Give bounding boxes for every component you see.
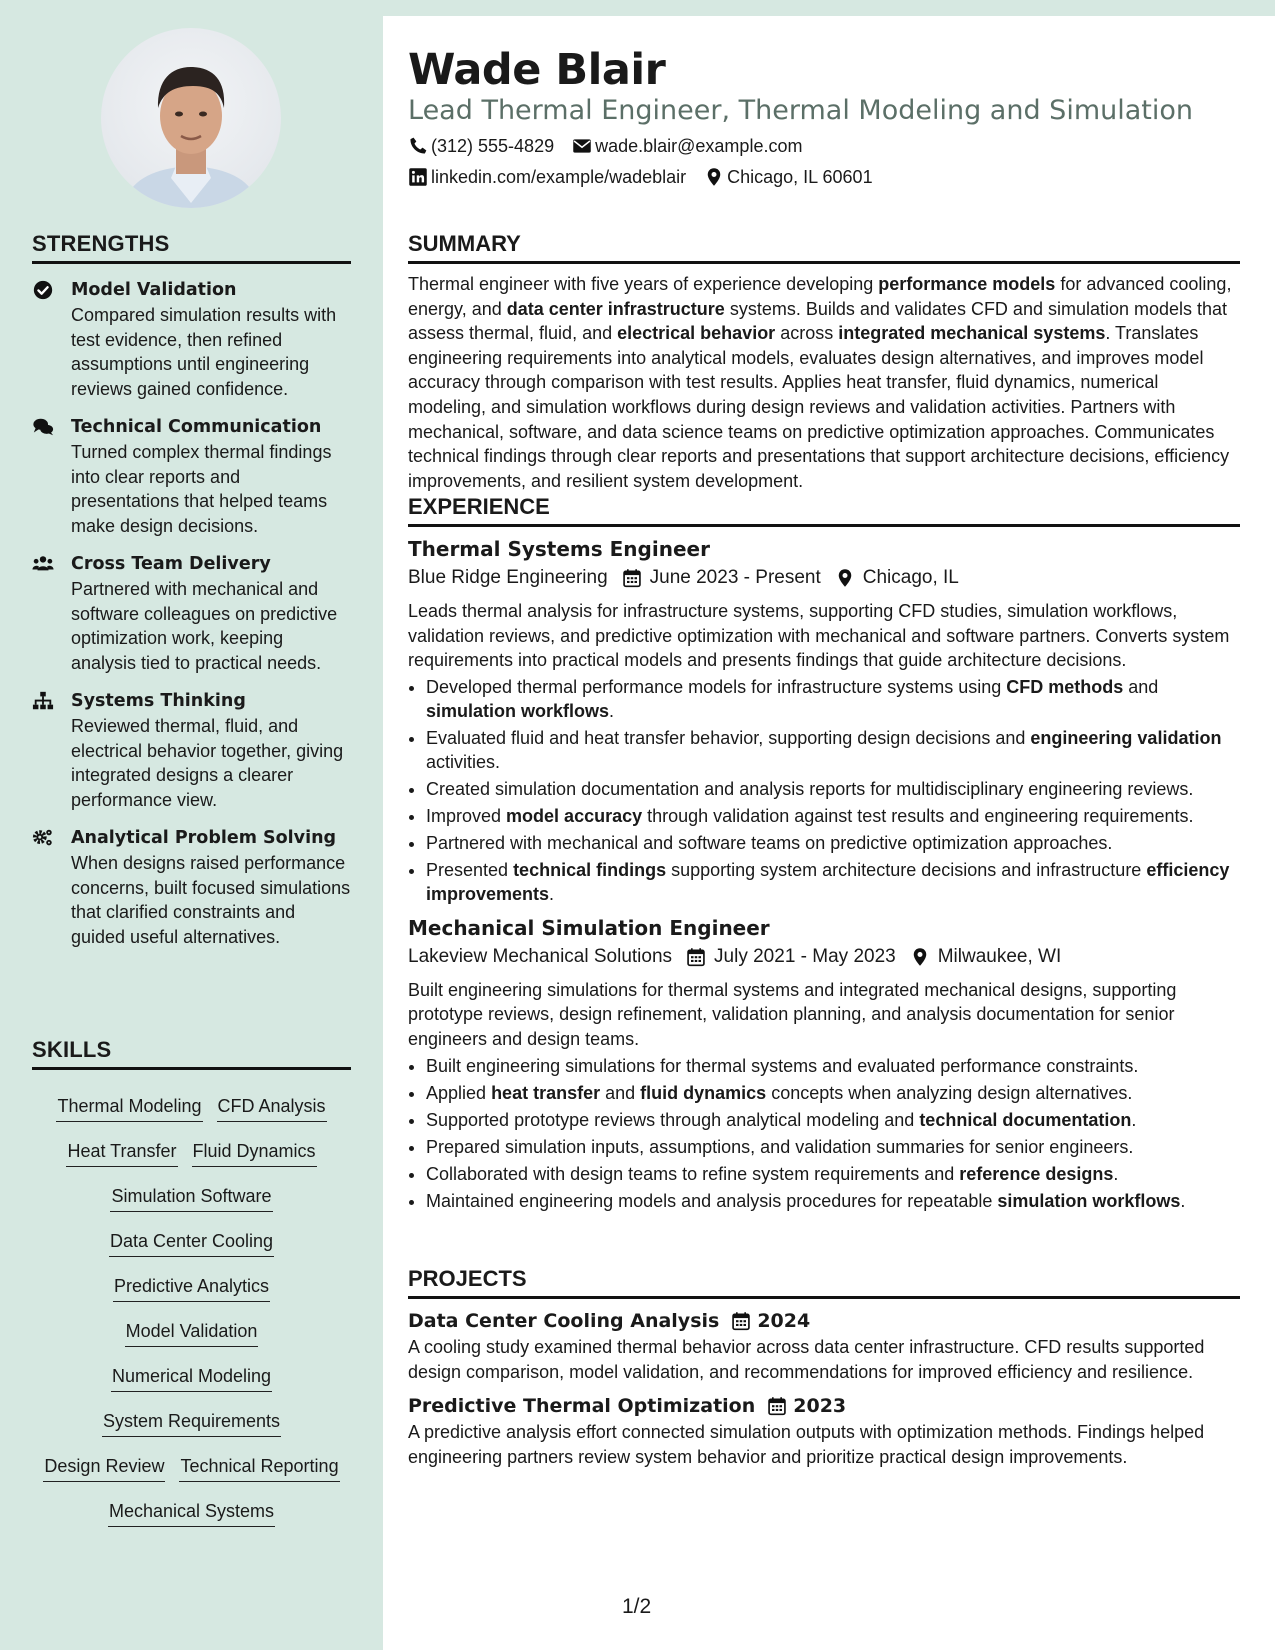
text-run: for advanced cooling, energy, and [408, 274, 1232, 319]
strength-description: Reviewed thermal, fluid, and electrical behavior together, giving integrated designs a clearer performance view. [71, 716, 344, 810]
job-entry [408, 535, 1240, 906]
project-header [408, 1392, 1240, 1420]
candidate-name: Wade Blair [408, 45, 666, 95]
skill-tag: Numerical Modeling [111, 1364, 272, 1392]
text-run: Partnered with mechanical and software teams on predictive optimization approaches. [426, 832, 1113, 853]
text-run: . [1113, 1163, 1119, 1184]
text-run: Prepared simulation inputs, assumptions, and validation summaries for senior engineers. [426, 1136, 1134, 1157]
skill-tag: CFD Analysis [217, 1094, 327, 1122]
text-run: and [600, 1082, 641, 1103]
strength-item [32, 278, 351, 401]
location-pin-icon [910, 947, 930, 967]
strength-item [32, 826, 351, 949]
candidate-title: Lead Thermal Engineer, Thermal Modeling and Simulation [408, 95, 1194, 126]
email-address[interactable]: wade.blair@example.com [595, 136, 803, 156]
bold-text: CFD methods [1006, 676, 1124, 697]
strength-description: When designs raised performance concerns, built focused simulations that clarified constraints and guided useful alternatives. [71, 853, 351, 947]
location-pin-icon [704, 167, 724, 187]
check-circle-icon [32, 279, 54, 301]
job-summary: Leads thermal analysis for infrastructure systems, supporting CFD studies, simulation workflows, validation reviews, and predictive optimization with mechanical and software partners. Converts system requirements into practical models and presents findings that guide architecture decisions. [408, 601, 1230, 671]
text-run: Collaborated with design teams to refine system requirements and [426, 1163, 960, 1184]
projects-section [408, 1266, 1240, 1469]
text-run: Improved [426, 805, 507, 826]
job-summary: Built engineering simulations for thermal systems and integrated mechanical designs, supporting prototype reviews, design refinement, validation planning, and analysis documentation for senior engineers and design teams. [408, 979, 1177, 1049]
text-run: Developed thermal performance models for infrastructure systems using [426, 676, 1007, 697]
job-location: Chicago, IL [862, 567, 959, 588]
job-entry [408, 914, 1240, 1213]
text-run: . Translates engineering requirements into analytical models, evaluates design alternatives, and improves model accuracy through comparison with test results. Applies heat transfer, fluid dynamics, numerical modeling, and simulation workflows during design reviews and validation activities. Partners with mechanical, software, and data science teams on predictive optimization approaches. Communicates technical findings through clear reports and presentations that support architecture decisions, efficiency improvements, and resilient system development. [408, 323, 1230, 491]
job-bullet [426, 858, 1240, 906]
text-run: concepts when analyzing design alternatives. [766, 1082, 1133, 1103]
job-bullet [426, 777, 1240, 801]
page-number: 1/2 [622, 1595, 652, 1618]
job-location: Milwaukee, WI [937, 945, 1062, 967]
skill-tag: Model Validation [125, 1319, 259, 1347]
text-run: across [775, 323, 839, 344]
calendar-icon [731, 1311, 751, 1331]
project-header [408, 1307, 1240, 1335]
bold-text: fluid dynamics [640, 1082, 767, 1103]
bold-text: simulation workflows [997, 1190, 1181, 1211]
bold-text: reference designs [959, 1163, 1114, 1184]
skills-heading: SKILLS [32, 1037, 351, 1070]
text-run: through validation against test results and engineering requirements. [642, 805, 1194, 826]
bold-text: engineering validation [1030, 727, 1222, 748]
job-bullet [426, 726, 1240, 774]
bold-text: simulation workflows [426, 700, 610, 721]
job-bullet [426, 804, 1240, 828]
text-run: Thermal engineer with five years of experience developing [408, 274, 879, 294]
text-run: Evaluated fluid and heat transfer behavior, supporting design decisions and [426, 727, 1031, 748]
bold-text: heat transfer [491, 1082, 601, 1103]
project-entry [408, 1392, 1240, 1469]
hierarchy-icon [32, 690, 54, 712]
experience-heading: EXPERIENCE [408, 494, 1240, 527]
project-name: Data Center Cooling Analysis [408, 1310, 720, 1332]
profile-photo [101, 28, 281, 208]
text-run: Applied [426, 1082, 492, 1103]
strength-title: Analytical Problem Solving [71, 828, 337, 848]
job-role: Thermal Systems Engineer [408, 537, 710, 561]
job-bullets [408, 1054, 1240, 1213]
skill-tag: System Requirements [102, 1409, 281, 1437]
projects-heading: PROJECTS [408, 1266, 1240, 1299]
skill-tag: Thermal Modeling [56, 1094, 202, 1122]
bold-text: efficiency improvements [426, 859, 1230, 904]
job-bullet [426, 1081, 1240, 1105]
bold-text: electrical behavior [617, 323, 776, 344]
project-entry [408, 1307, 1240, 1384]
job-dates: July 2021 - May 2023 [714, 945, 896, 967]
skill-tag: Predictive Analytics [113, 1274, 270, 1302]
text-run: . [609, 700, 615, 721]
calendar-icon [686, 947, 706, 967]
phone-icon [408, 136, 428, 156]
job-bullet [426, 1054, 1240, 1078]
job-company: Blue Ridge Engineering [408, 567, 608, 588]
job-bullets [408, 675, 1240, 906]
strength-title: Systems Thinking [71, 691, 246, 711]
phone-number[interactable]: (312) 555-4829 [431, 136, 555, 156]
linkedin-icon [408, 167, 428, 187]
bold-text: data center infrastructure [506, 298, 725, 319]
skills-list [32, 1084, 351, 1534]
skill-tag: Mechanical Systems [108, 1499, 275, 1527]
job-dates: June 2023 - Present [649, 567, 821, 588]
skills-section [32, 1037, 351, 1534]
project-name: Predictive Thermal Optimization [408, 1395, 756, 1418]
job-bullet [426, 1135, 1240, 1159]
text-run: and [1123, 676, 1159, 697]
job-bullet [426, 1162, 1240, 1186]
job-company: Lakeview Mechanical Solutions [408, 945, 673, 967]
project-description: A cooling study examined thermal behavior across data center infrastructure. CFD results supported design comparison, model validation, and recommendations for improved efficiency and resilience. [408, 1337, 1205, 1382]
location-pin-icon [835, 568, 855, 588]
calendar-icon [767, 1396, 787, 1416]
project-year: 2023 [793, 1395, 847, 1418]
text-run: Presented [426, 859, 514, 880]
bold-text: model accuracy [506, 805, 643, 826]
text-run: Maintained engineering models and analysis procedures for repeatable [426, 1190, 998, 1211]
strength-item [32, 415, 351, 538]
job-bullet [426, 831, 1240, 855]
chat-bubbles-icon [32, 416, 54, 438]
skill-tag: Data Center Cooling [109, 1229, 274, 1257]
text-run: . [1131, 1109, 1137, 1130]
linkedin-url[interactable]: linkedin.com/example/wadeblair [431, 167, 687, 187]
strength-description: Compared simulation results with test evidence, then refined assumptions until engineering reviews gained confidence. [71, 305, 337, 399]
summary-heading: SUMMARY [408, 231, 1240, 264]
skill-tag: Fluid Dynamics [192, 1139, 317, 1167]
text-run: systems. Builds and validates CFD and simulation models that assess thermal, fluid, and [408, 298, 1228, 344]
strength-description: Partnered with mechanical and software colleagues on predictive optimization work, keeping analysis tied to practical needs. [71, 579, 338, 673]
text-run: supporting system architecture decisions and infrastructure [666, 859, 1147, 880]
sidebar [0, 0, 383, 1650]
job-role: Mechanical Simulation Engineer [408, 915, 770, 940]
job-bullet [426, 1189, 1240, 1213]
gears-icon [32, 827, 54, 849]
text-run: . [1180, 1190, 1186, 1211]
bold-text: technical documentation [919, 1109, 1132, 1130]
strength-item [32, 689, 351, 812]
project-description: A predictive analysis effort connected simulation outputs with optimization methods. Findings helped engineering partners review system behavior and prioritize practical design improvements. [408, 1422, 1205, 1467]
strength-title: Model Validation [71, 280, 237, 300]
experience-section [408, 494, 1240, 1216]
summary-section [408, 231, 1240, 493]
job-meta [408, 942, 1240, 972]
text-run: activities. [426, 751, 501, 772]
skill-tag: Simulation Software [110, 1184, 272, 1212]
job-bullet [426, 675, 1240, 723]
job-bullet [426, 1108, 1240, 1132]
bold-text: performance models [878, 274, 1056, 294]
location: Chicago, IL 60601 [727, 167, 873, 187]
skill-tag: Technical Reporting [179, 1454, 339, 1482]
strength-title: Cross Team Delivery [71, 554, 271, 574]
calendar-icon [622, 568, 642, 588]
strength-title: Technical Communication [71, 417, 322, 437]
skill-tag: Heat Transfer [66, 1139, 177, 1167]
strength-description: Turned complex thermal findings into clear reports and presentations that helped teams make design decisions. [71, 442, 332, 536]
bold-text: integrated mechanical systems [838, 323, 1106, 344]
bold-text: technical findings [513, 859, 667, 880]
summary-text [408, 272, 1240, 493]
strengths-heading: STRENGTHS [32, 231, 351, 264]
contact-row [408, 133, 802, 159]
text-run: Built engineering simulations for thermal systems and evaluated performance constraints. [426, 1055, 1139, 1076]
text-run: Created simulation documentation and analysis reports for multidisciplinary engineering reviews. [426, 778, 1194, 799]
contact-row [408, 164, 873, 190]
text-run: Supported prototype reviews through analytical modeling and [426, 1109, 920, 1130]
project-year: 2024 [757, 1310, 811, 1332]
skill-tag: Design Review [43, 1454, 165, 1482]
job-meta [408, 563, 1240, 593]
avatar-portrait-icon [101, 28, 281, 208]
text-run: . [549, 883, 555, 904]
people-group-icon [32, 553, 54, 575]
email-icon [572, 136, 592, 156]
strength-item [32, 552, 351, 675]
strengths-section [32, 231, 351, 949]
